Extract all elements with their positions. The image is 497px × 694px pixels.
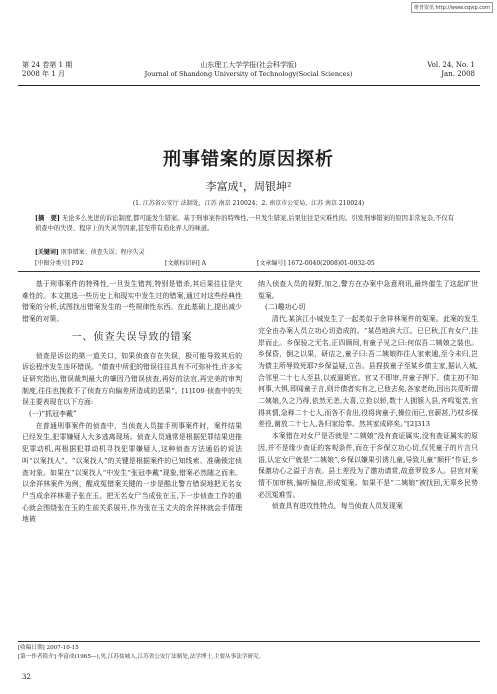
left-column [22, 279, 242, 526]
header-rule [18, 85, 480, 86]
document-code: [文献标识码] A [165, 260, 206, 267]
authors: 李富成¹，周银坤² [205, 180, 292, 193]
page-number: 32 [22, 673, 31, 681]
paper-title: 刑事错案的原因探析 [163, 149, 334, 170]
continued-paragraph: 纳入侦查人员的视野,加之,警方在办案中急意刑讯,最终催生了这起旷世冤案。 [258, 280, 478, 300]
header-right [427, 61, 475, 79]
date-left: 2008 年 1 月 [22, 70, 65, 78]
footnote-rule [18, 641, 480, 642]
abstract [35, 214, 460, 234]
subsection-heading-2: (二)趣功心切 [265, 303, 306, 312]
clc-number: [中图分类号] F92 [35, 260, 84, 267]
article-number: [文章编号] 1672-0040(2008)01-0032-05 [257, 260, 375, 267]
received-date: [收稿日期] 2007-10-15 [18, 645, 79, 651]
keywords-label: [关键词] [35, 249, 59, 256]
meta-rule [18, 271, 480, 272]
keywords-text: 刑事错案；侦查失误；程序失灵 [60, 249, 145, 256]
author-bio: [第一作者简介] 李富成(1965—),男,江苏盐城人,江苏省公安厅法制处,法学博士,主要从事法学研究。 [18, 654, 265, 660]
date-right: Jan. 2008 [441, 70, 475, 78]
analysis-paragraph: 本案错在对女尸是否就是“二姨娘”没有查证属实,没有查证属实的原因,并不是缘少查证的客观条件,而在于乡保立功心切,仅凭童子的片言只语,认定女尸就是“二姨娘”,乡保以嫌果引诱儿童,导致儿童“顺杆”作证,乡保激功心之溢于言表。县上差役为了邀功请赏,故意罗致多人。县官对案情不加审核,偏听偏信,形成冤案。如果不是“二姨娘”被找回,无辜乡民势必沉冤难雪。 [258, 432, 478, 499]
keywords [35, 247, 145, 256]
abstract-label: [摘 要] [35, 215, 60, 222]
footnotes [18, 644, 264, 662]
journal-title-en: Journal of Shandong University of Technology(Social Sciences) [144, 70, 353, 78]
volume-right: Vol. 24, No. 1 [427, 61, 475, 69]
closing-paragraph: 侦查具有进攻性特点，每当侦查人员发现案 [271, 502, 403, 511]
subsection-heading-1: (一)“抓冠李戴” [29, 410, 77, 419]
abstract-text: 无论多么先进的诉讼制度,都可能发生错案。基于刑事案件的特殊性,一旦发生错案,后果往往是灾难性的。引发刑事错案的原因非常复杂,不仅有侦查中的失误、程序上的失灵等因素,甚至带有造化弄人的味道。 [35, 215, 454, 232]
right-column [258, 279, 478, 513]
section1-paragraph: 侦查是诉讼的第一道关口，如果侦查存在失误，极可能导致其后的诉讼程序发生连环错误。“债查中所犯的错误往往具有不可弥补性,许多实证研究指出,错误裁判最大的肇因乃错误侦查,再好的法官,再完美的审判制度,往往也挽救不了侦查方向偏差所造成的恶果”。[1]109 侦查中的失误主要表现在以下方面: [22, 351, 242, 407]
section-heading-1: 一、侦查失误导致的错案 [71, 331, 193, 343]
watermark-stamp: 维普资讯 http://www.cqvip.com [411, 2, 493, 13]
subsection1-paragraph: 在普通刑事案件的侦查中，当侦查人员接手刑事案件时，案件结果已经发生,犯罪嫌疑人大多逃离现场。侦查人员通常是根据犯罪结果进推犯罪动机,再根据犯罪动机寻找犯罪嫌疑人,这种侦查方法通俗的说法叫“以案找人”。“以案找人”的关键是根据案件的已知线索、准确锁定侦查对象。如果在“以案找人”中发生“张冠李戴”现象,错案必然随之而来。以余祥林案件为例，醒成冤错案关键的一步是酷北警方错误地把无名女尸当成余祥林妻子张在玉。把无名女尸当成张在玉,下一步侦查工作的重心就会围绕张在玉的生前关系展开,作为张在玉丈夫的余祥林就会手情理地被 [22, 421, 242, 524]
affiliation: (1. 江苏省公安厅 法制处，江苏 南京 210024；2. 南京市公安局，江苏 南京 210024) [132, 200, 365, 207]
intro-paragraph: 基于刑事案件的特殊性,一旦发生错判,特别是错杀,其后果往往是灾难性的。本文挑选一些历史上和现实中发生过的错案,通过对这些经典性错案的分析,试图找出错案发生的一些规律性东西。在此基础上,提出减少错案的对策。 [22, 280, 242, 324]
header-center [0, 61, 497, 79]
case-paragraph: 清代,某滨江小城发生了一起类似于余祥林案件的冤案。此案的发生完全由办案人员立功心切造成的。“某邑地滨大江。已巳秋,江有女尸,挂岸而止。乡保验之无名,正四顾间,有童子见之曰:何似吾二姨娘之装也。乡保昏，倒之以果，研诘之,童子曰:吾二姨娘昨往人家索逋,至今未归,岂为债主所辱致死耶?乡保益疑,立告。县捏拔童子至某乡债主家,据认入城,合邻里二十七人至县,以戒逼毙官。官又不即审,并童子押下。债主初不知何事,大惧,即闻童子言,则计债者实有之,已他去矣,各家老幼,因出共觅昕谓二姨娘,久之乃得,依然无恙,大喜,立抢以轿,数十人拥簇入县,齐鸣冤苦,官得其情,急释二十七人,而各不肯出,役将询童子,操位而已,官薪甚,乃杖乡保差役,谢放二十七人,各归家给奉。然其家成碎矣。”[2]313 [258, 315, 478, 429]
volume-left: 第 24 卷第 1 期 [22, 61, 73, 69]
journal-title-cn: 山东理工大学学报(社会科学版) [200, 61, 297, 69]
